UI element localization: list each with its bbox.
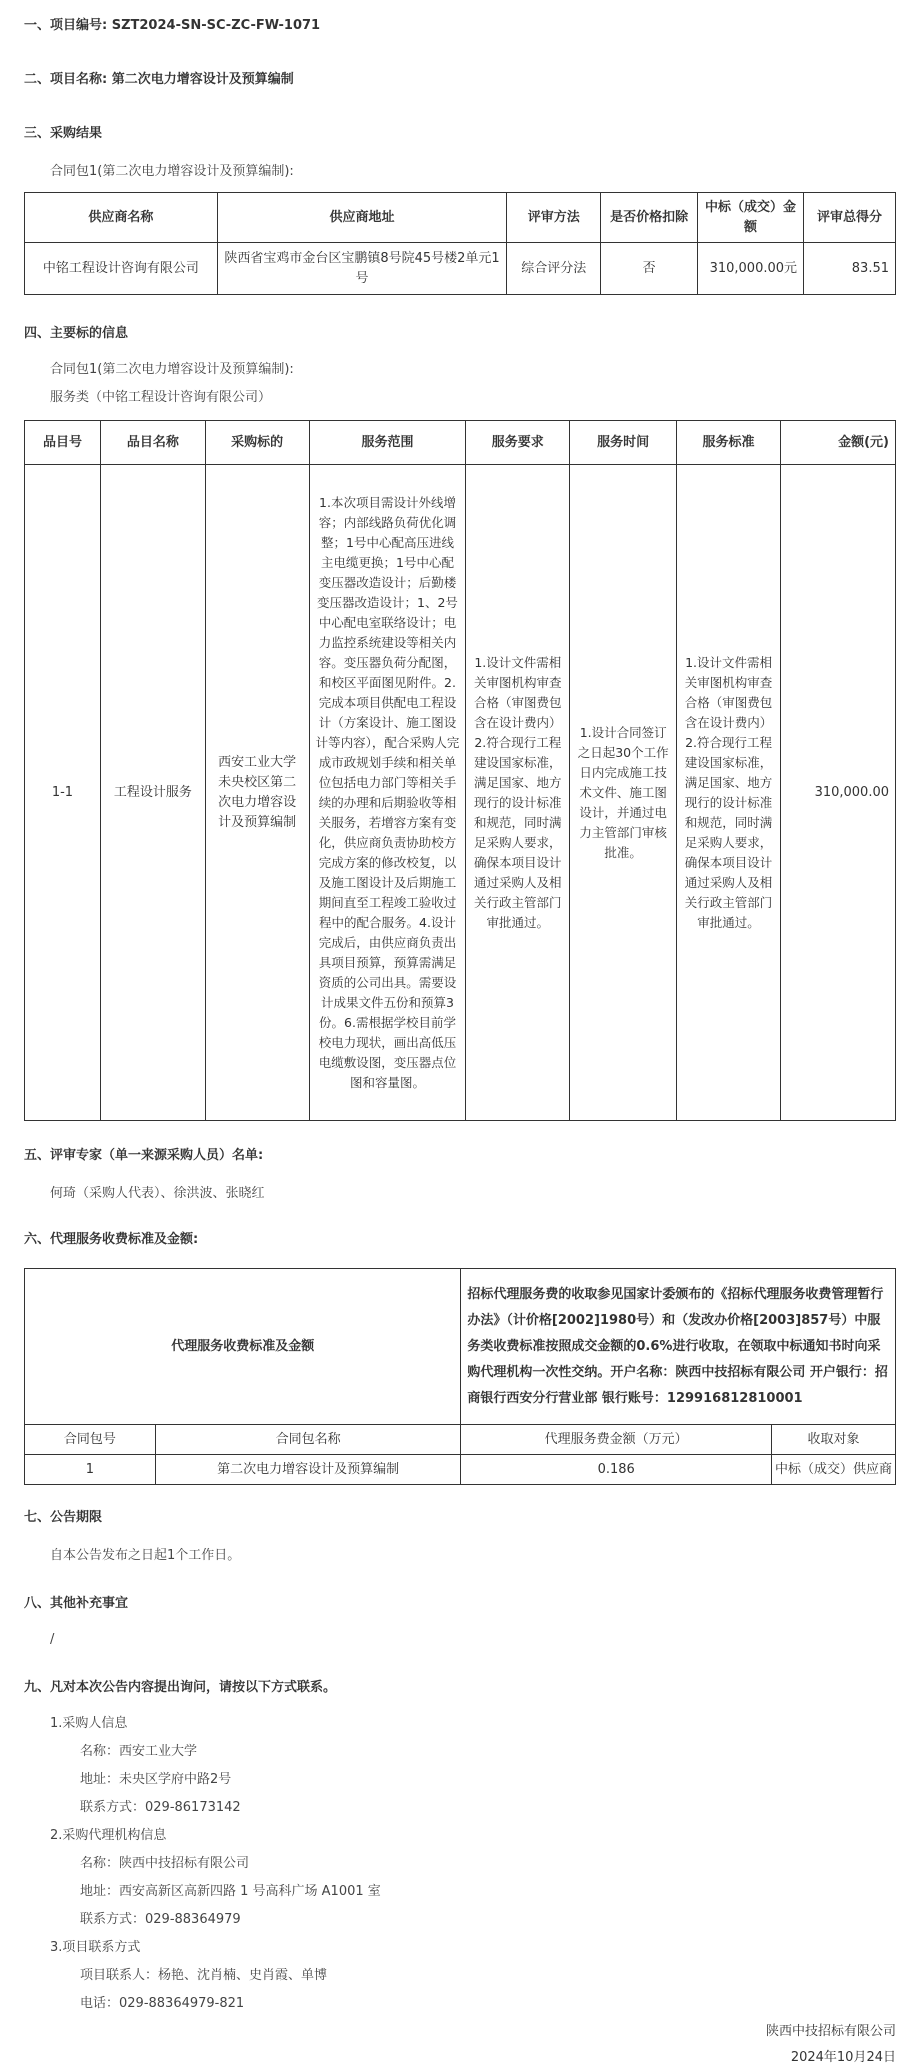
th-supplier-name: 供应商名称 bbox=[25, 193, 218, 243]
result-table bbox=[24, 192, 896, 295]
th-subject: 采购标的 bbox=[205, 421, 309, 465]
package-no: 1 bbox=[25, 1455, 156, 1485]
th-service-time: 服务时间 bbox=[570, 421, 677, 465]
project-contact-people: 项目联系人：杨艳、沈肖楠、史肖霞、单博 bbox=[80, 1968, 328, 1983]
project-number-value: SZT2024-SN-SC-ZC-FW-1071 bbox=[111, 18, 321, 33]
table-row bbox=[25, 465, 896, 1121]
result-table-header bbox=[25, 193, 896, 243]
project-name-label: 二、项目名称: bbox=[24, 72, 108, 87]
buyer-phone: 联系方式：029-86173142 bbox=[80, 1800, 241, 1815]
th-award-amount: 中标（成交）金额 bbox=[698, 193, 804, 243]
table-row bbox=[25, 243, 896, 295]
service-requirement: 1.设计文件需相关审图机构审查合格（审图费包含在设计费内）2.符合现行工程建设国家标准，满足国家、地方现行的设计标准和规范，同时满足采购人要求，确保本项目设计通过采购人及相关行政主管部门审批通过。 bbox=[466, 465, 570, 1121]
project-number bbox=[24, 14, 320, 33]
service-time: 1.设计合同签订之日起30个工作日内完成施工技术文件、施工图设计，并通过电力主管部门审核批准。 bbox=[570, 465, 677, 1121]
project-number-label: 一、项目编号: bbox=[24, 18, 108, 33]
buyer-info-title: 1.采购人信息 bbox=[50, 1716, 128, 1731]
section-title-procurement-result: 三、采购结果 bbox=[24, 126, 103, 141]
review-method: 综合评分法 bbox=[507, 243, 601, 295]
fee-standard-label: 代理服务收费标准及金额 bbox=[25, 1269, 461, 1425]
section-title-other: 八、其他补充事宜 bbox=[24, 1596, 129, 1611]
other-text: / bbox=[50, 1632, 55, 1647]
subject-category: 服务类（中铭工程设计咨询有限公司） bbox=[50, 390, 272, 405]
th-amount: 金额(元) bbox=[780, 421, 895, 465]
th-package-no: 合同包号 bbox=[25, 1425, 156, 1455]
award-amount: 310,000.00元 bbox=[698, 243, 804, 295]
section-title-agency-fee: 六、代理服务收费标准及金额: bbox=[24, 1232, 199, 1247]
result-package-label: 合同包1(第二次电力增容设计及预算编制): bbox=[50, 164, 294, 179]
section-title-period: 七、公告期限 bbox=[24, 1510, 103, 1525]
price-deduction: 否 bbox=[601, 243, 698, 295]
th-supplier-address: 供应商地址 bbox=[217, 193, 507, 243]
th-package-name: 合同包名称 bbox=[155, 1425, 461, 1455]
supplier-address: 陕西省宝鸡市金台区宝鹏镇8号院45号楼2单元1号 bbox=[217, 243, 507, 295]
project-contact-title: 3.项目联系方式 bbox=[50, 1940, 141, 1955]
total-score: 83.51 bbox=[804, 243, 896, 295]
project-contact-phone: 电话：029-88364979-821 bbox=[80, 1996, 245, 2011]
fee-amount: 0.186 bbox=[461, 1455, 772, 1485]
th-item-name: 品目名称 bbox=[100, 421, 205, 465]
package-name: 第二次电力增容设计及预算编制 bbox=[155, 1455, 461, 1485]
th-price-deduction: 是否价格扣除 bbox=[601, 193, 698, 243]
fee-payer: 中标（成交）供应商 bbox=[771, 1455, 895, 1485]
th-fee-payer: 收取对象 bbox=[771, 1425, 895, 1455]
section-title-experts: 五、评审专家（单一来源采购人员）名单: bbox=[24, 1148, 264, 1163]
signature-date: 2024年10月24日 bbox=[790, 2050, 896, 2065]
agency-name: 名称：陕西中技招标有限公司 bbox=[80, 1856, 250, 1871]
th-review-method: 评审方法 bbox=[507, 193, 601, 243]
th-fee-amount: 代理服务费金额（万元） bbox=[461, 1425, 772, 1455]
project-name-value: 第二次电力增容设计及预算编制 bbox=[111, 72, 294, 87]
item-amount: 310,000.00 bbox=[780, 465, 895, 1121]
item-no: 1-1 bbox=[25, 465, 101, 1121]
section-title-contact: 九、凡对本次公告内容提出询问，请按以下方式联系。 bbox=[24, 1680, 337, 1695]
th-item-no: 品目号 bbox=[25, 421, 101, 465]
agency-phone: 联系方式：029-88364979 bbox=[80, 1912, 241, 1927]
supplier-name: 中铭工程设计咨询有限公司 bbox=[25, 243, 218, 295]
buyer-name: 名称：西安工业大学 bbox=[80, 1744, 198, 1759]
agency-address: 地址：西安高新区高新四路 1 号高科广场 A1001 室 bbox=[80, 1884, 381, 1899]
th-total-score: 评审总得分 bbox=[804, 193, 896, 243]
th-service-standard: 服务标准 bbox=[677, 421, 781, 465]
buyer-address: 地址：未央区学府中路2号 bbox=[80, 1772, 232, 1787]
project-name bbox=[24, 68, 294, 87]
fee-table-header bbox=[25, 1425, 896, 1455]
signature-org: 陕西中技招标有限公司 bbox=[765, 2024, 896, 2039]
fee-standard-desc: 招标代理服务费的收取参见国家计委颁布的《招标代理服务收费管理暂行办法》（计价格[2002]1980号）和（发改办价格[2003]857号）中服务类收费标准按照成交金额的0.6%进行收取，在领取中标通知书时向采购代理机构一次性交纳。开户名称：陕西中技招标有限公司 开户银行：招商银行西安分行营业部 银行账号：129916812810001 bbox=[461, 1269, 896, 1425]
section-title-main-subject: 四、主要标的信息 bbox=[24, 326, 129, 341]
service-scope: 1.本次项目需设计外线增容；内部线路负荷优化调整；1号中心配高压进线主电缆更换；1号中心配变压器改造设计；后勤楼变压器改造设计；1、2号中心配电室联络设计；电力监控系统建设等相关内容。变压器负荷分配图，和校区平面图见附件。2.完成本项目供配电工程设计（方案设计、施工图设计等内容），配合采购人完成市政规划手续和相关单位包括电力部门等相关手续的办理和后期验收等相关服务，若增容方案有变化，供应商负责协助校方完成方案的修改校复，以及施工图设计及后期施工期间直至工程竣工验收过程中的配合服务。4.设计完成后，由供应商负责出具项目预算，预算需满足资质的公司出具。需要设计成果文件五份和预算3份。6.需根据学校目前学校电力现状，画出高低压电缆敷设图，变压器点位图和容量图。 bbox=[309, 465, 466, 1121]
th-service-scope: 服务范围 bbox=[309, 421, 466, 465]
agency-info-title: 2.采购代理机构信息 bbox=[50, 1828, 167, 1843]
agency-fee-table bbox=[24, 1268, 896, 1485]
period-text: 自本公告发布之日起1个工作日。 bbox=[50, 1548, 241, 1563]
th-service-requirement: 服务要求 bbox=[466, 421, 570, 465]
expert-names: 何琦（采购人代表）、徐洪波、张晓红 bbox=[50, 1186, 265, 1201]
subject-table-header bbox=[25, 421, 896, 465]
service-standard: 1.设计文件需相关审图机构审查合格（审图费包含在设计费内）2.符合现行工程建设国家标准，满足国家、地方现行的设计标准和规范，同时满足采购人要求，确保本项目设计通过采购人及相关行政主管部门审批通过。 bbox=[677, 465, 781, 1121]
table-row bbox=[25, 1455, 896, 1485]
subject-table bbox=[24, 420, 896, 1121]
item-subject: 西安工业大学未央校区第二次电力增容设计及预算编制 bbox=[205, 465, 309, 1121]
subject-package-label: 合同包1(第二次电力增容设计及预算编制): bbox=[50, 362, 294, 377]
fee-standard-row bbox=[25, 1269, 896, 1425]
item-name: 工程设计服务 bbox=[100, 465, 205, 1121]
